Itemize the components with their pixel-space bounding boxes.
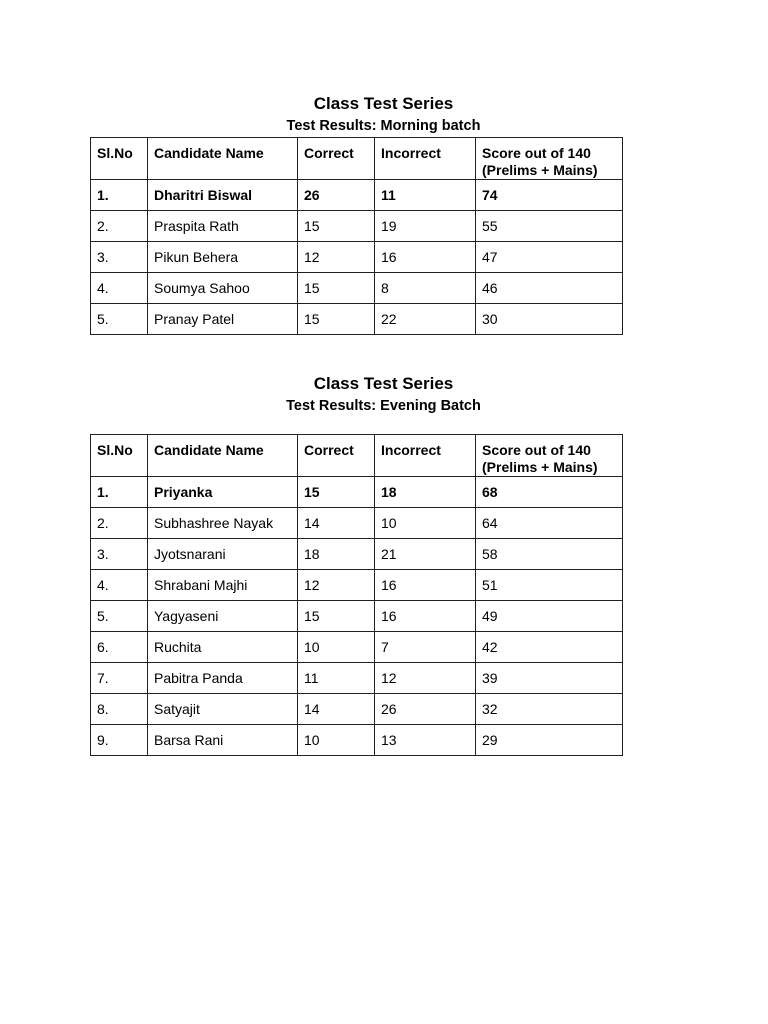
cell-score: 30	[476, 304, 623, 335]
table-row	[91, 632, 623, 663]
cell-correct: 12	[298, 570, 375, 601]
cell-incorrect: 16	[375, 601, 476, 632]
cell-correct: 15	[298, 477, 375, 508]
header-slno: Sl.No	[91, 435, 148, 477]
cell-slno: 9.	[91, 725, 148, 756]
header-candidate-name: Candidate Name	[148, 435, 298, 477]
cell-correct: 26	[298, 180, 375, 211]
cell-score: 47	[476, 242, 623, 273]
table-row	[91, 211, 623, 242]
table-row	[91, 725, 623, 756]
cell-score: 58	[476, 539, 623, 570]
cell-slno: 2.	[91, 211, 148, 242]
cell-slno: 3.	[91, 242, 148, 273]
table-header-row	[91, 138, 623, 180]
cell-score: 55	[476, 211, 623, 242]
cell-incorrect: 12	[375, 663, 476, 694]
cell-incorrect: 8	[375, 273, 476, 304]
cell-correct: 10	[298, 725, 375, 756]
cell-slno: 1.	[91, 477, 148, 508]
cell-candidate-name: Pranay Patel	[148, 304, 298, 335]
cell-score: 64	[476, 508, 623, 539]
evening-subtitle: Test Results: Evening Batch	[286, 398, 481, 414]
morning-subtitle: Test Results: Morning batch	[286, 118, 481, 134]
cell-candidate-name: Ruchita	[148, 632, 298, 663]
cell-slno: 2.	[91, 508, 148, 539]
cell-incorrect: 7	[375, 632, 476, 663]
cell-candidate-name: Dharitri Biswal	[148, 180, 298, 211]
header-incorrect: Incorrect	[375, 435, 476, 477]
cell-score: 46	[476, 273, 623, 304]
cell-candidate-name: Praspita Rath	[148, 211, 298, 242]
cell-correct: 14	[298, 508, 375, 539]
header-correct: Correct	[298, 435, 375, 477]
table-row	[91, 304, 623, 335]
cell-candidate-name: Jyotsnarani	[148, 539, 298, 570]
header-incorrect: Incorrect	[375, 138, 476, 180]
evening-results-table	[90, 434, 623, 756]
cell-candidate-name: Yagyaseni	[148, 601, 298, 632]
header-score	[476, 435, 623, 477]
header-candidate-name: Candidate Name	[148, 138, 298, 180]
cell-candidate-name: Satyajit	[148, 694, 298, 725]
cell-candidate-name: Soumya Sahoo	[148, 273, 298, 304]
table-row	[91, 539, 623, 570]
cell-slno: 5.	[91, 601, 148, 632]
cell-incorrect: 16	[375, 242, 476, 273]
cell-correct: 15	[298, 304, 375, 335]
cell-slno: 3.	[91, 539, 148, 570]
table-row	[91, 570, 623, 601]
cell-correct: 15	[298, 273, 375, 304]
cell-correct: 18	[298, 539, 375, 570]
cell-candidate-name: Barsa Rani	[148, 725, 298, 756]
cell-score: 49	[476, 601, 623, 632]
header-correct: Correct	[298, 138, 375, 180]
cell-score: 68	[476, 477, 623, 508]
cell-candidate-name: Subhashree Nayak	[148, 508, 298, 539]
table-header-row	[91, 435, 623, 477]
cell-correct: 11	[298, 663, 375, 694]
cell-incorrect: 13	[375, 725, 476, 756]
cell-incorrect: 26	[375, 694, 476, 725]
cell-incorrect: 18	[375, 477, 476, 508]
cell-score: 51	[476, 570, 623, 601]
table-row	[91, 663, 623, 694]
table-row	[91, 477, 623, 508]
header-slno: Sl.No	[91, 138, 148, 180]
cell-correct: 15	[298, 601, 375, 632]
header-score-line2: (Prelims + Mains)	[482, 162, 598, 178]
header-score-line1: Score out of 140	[482, 145, 591, 161]
cell-candidate-name: Priyanka	[148, 477, 298, 508]
header-score-line2: (Prelims + Mains)	[482, 459, 598, 475]
cell-slno: 6.	[91, 632, 148, 663]
cell-slno: 4.	[91, 570, 148, 601]
cell-incorrect: 19	[375, 211, 476, 242]
table-row	[91, 508, 623, 539]
cell-candidate-name: Shrabani Majhi	[148, 570, 298, 601]
cell-score: 39	[476, 663, 623, 694]
cell-score: 29	[476, 725, 623, 756]
cell-slno: 5.	[91, 304, 148, 335]
cell-score: 32	[476, 694, 623, 725]
cell-score: 42	[476, 632, 623, 663]
cell-slno: 1.	[91, 180, 148, 211]
morning-title: Class Test Series	[313, 94, 454, 113]
table-row	[91, 180, 623, 211]
header-score	[476, 138, 623, 180]
cell-correct: 10	[298, 632, 375, 663]
header-score-line1: Score out of 140	[482, 442, 591, 458]
cell-incorrect: 16	[375, 570, 476, 601]
cell-slno: 4.	[91, 273, 148, 304]
cell-correct: 12	[298, 242, 375, 273]
table-row	[91, 242, 623, 273]
cell-correct: 15	[298, 211, 375, 242]
cell-candidate-name: Pikun Behera	[148, 242, 298, 273]
cell-score: 74	[476, 180, 623, 211]
cell-incorrect: 11	[375, 180, 476, 211]
cell-incorrect: 21	[375, 539, 476, 570]
cell-correct: 14	[298, 694, 375, 725]
morning-results-table	[90, 137, 623, 335]
evening-title: Class Test Series	[313, 374, 454, 393]
cell-slno: 7.	[91, 663, 148, 694]
cell-candidate-name: Pabitra Panda	[148, 663, 298, 694]
cell-incorrect: 22	[375, 304, 476, 335]
cell-slno: 8.	[91, 694, 148, 725]
cell-incorrect: 10	[375, 508, 476, 539]
table-row	[91, 601, 623, 632]
table-row	[91, 273, 623, 304]
table-row	[91, 694, 623, 725]
